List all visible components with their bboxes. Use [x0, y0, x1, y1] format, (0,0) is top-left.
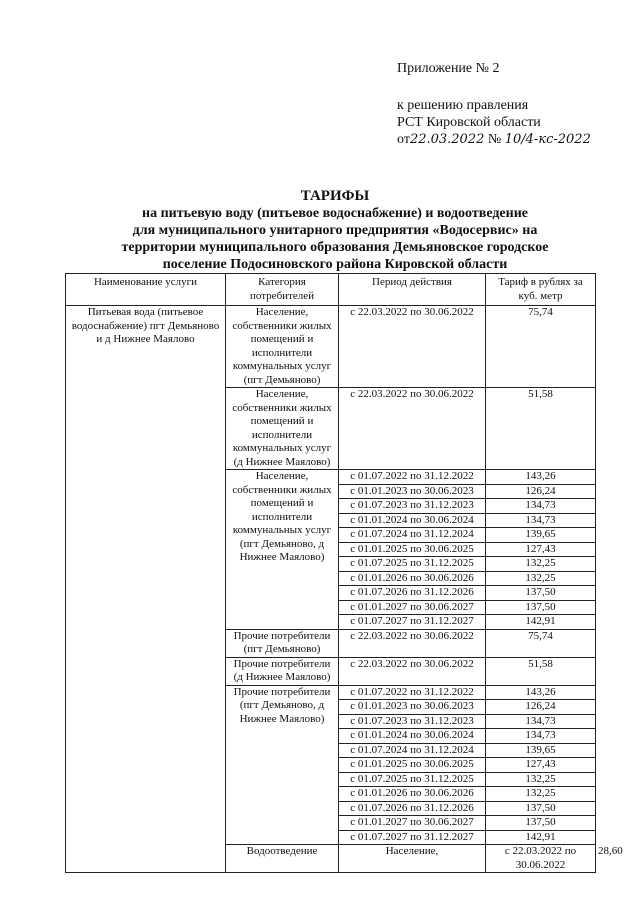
- period-cell: с 01.07.2026 по 31.12.2026: [339, 801, 486, 816]
- period-cell: с 01.01.2024 по 30.06.2024: [339, 513, 486, 528]
- tariff-cell: 127,43: [486, 758, 596, 773]
- category-cell: Прочие потребители (пгт Демьяново): [226, 629, 339, 657]
- period-cell: с 01.01.2027 по 30.06.2027: [339, 600, 486, 615]
- document-title: [60, 188, 610, 273]
- period-cell: с 01.07.2025 по 31.12.2025: [339, 772, 486, 787]
- category-cell: Население, собственники жилых помещений и исполнители коммунальных услуг (пгт Демьяново, д Нижнее Маялово): [226, 470, 339, 630]
- title-line-3: территории муниципального образования Демьяновское городское: [121, 240, 549, 255]
- period-cell: с 01.01.2024 по 30.06.2024: [339, 729, 486, 744]
- tariff-cell: 134,73: [486, 513, 596, 528]
- tariff-cell: 51,58: [486, 657, 596, 685]
- tariff-cell: 132,25: [486, 557, 596, 572]
- tariff-cell: 126,24: [486, 700, 596, 715]
- period-cell: с 22.03.2022 по 30.06.2022: [339, 306, 486, 388]
- tariff-cell: 143,26: [486, 685, 596, 700]
- tariff-table: [65, 273, 623, 873]
- category-cell: Население, собственники жилых помещений и исполнители коммунальных услуг (д Нижнее Маялово): [226, 388, 339, 470]
- header-service: Наименование услуги: [66, 274, 226, 306]
- period-cell: с 01.07.2022 по 31.12.2022: [339, 470, 486, 485]
- header-tariff: Тариф в рублях за куб. метр: [486, 274, 596, 306]
- date-prefix: от: [397, 132, 410, 147]
- tariff-cell: 134,73: [486, 729, 596, 744]
- title-line-1: на питьевую воду (питьевое водоснабжение) и водоотведение: [142, 206, 528, 221]
- tariff-cell: 143,26: [486, 470, 596, 485]
- service-water: Питьевая вода (питьевое водоснабжение) пгт Демьяново и д Нижнее Маялово: [66, 306, 226, 873]
- period-cell: с 22.03.2022 по 30.06.2022: [486, 845, 596, 873]
- tariff-cell: 142,91: [486, 830, 596, 845]
- period-cell: с 22.03.2022 по 30.06.2022: [339, 629, 486, 657]
- tariff-cell: 75,74: [486, 306, 596, 388]
- tariff-cell: 134,73: [486, 499, 596, 514]
- title-line-4: поселение Подосиновского района Кировской области: [162, 257, 508, 272]
- appendix-decision: к решению правления: [397, 98, 529, 113]
- tariff-cell: 142,91: [486, 615, 596, 630]
- category-cell: Прочие потребители (д Нижнее Маялово): [226, 657, 339, 685]
- period-cell: с 01.07.2025 по 31.12.2025: [339, 557, 486, 572]
- table-header-row: [66, 274, 596, 306]
- tariff-cell: 127,43: [486, 542, 596, 557]
- period-cell: с 01.01.2023 по 30.06.2023: [339, 484, 486, 499]
- number-prefix: №: [487, 132, 502, 147]
- period-cell: с 01.01.2026 по 30.06.2026: [339, 571, 486, 586]
- tariff-cell: 137,50: [486, 600, 596, 615]
- service-sewage: Водоотведение: [226, 845, 339, 873]
- tariff-cell: 139,65: [486, 528, 596, 543]
- period-cell: с 01.07.2023 по 31.12.2023: [339, 714, 486, 729]
- title-main: ТАРИФЫ: [300, 188, 370, 204]
- period-cell: с 01.07.2022 по 31.12.2022: [339, 685, 486, 700]
- period-cell: с 01.07.2026 по 31.12.2026: [339, 586, 486, 601]
- period-cell: с 01.01.2023 по 30.06.2023: [339, 700, 486, 715]
- period-cell: с 01.07.2024 по 31.12.2024: [339, 743, 486, 758]
- tariff-cell: 139,65: [486, 743, 596, 758]
- tariff-cell: 132,25: [486, 787, 596, 802]
- table-row: [66, 306, 596, 388]
- tariff-cell: 137,50: [486, 801, 596, 816]
- table-row: Водоотведение Население, с 22.03.2022 по 30.06.2022 28,60: [66, 845, 596, 873]
- period-cell: с 01.07.2027 по 31.12.2027: [339, 615, 486, 630]
- tariff-cell: 51,58: [486, 388, 596, 470]
- category-cell: Население, собственники жилых помещений и исполнители коммунальных услуг (пгт Демьяново): [226, 306, 339, 388]
- handwritten-number: 10/4-кс-2022: [504, 132, 591, 147]
- period-cell: с 01.07.2027 по 31.12.2027: [339, 830, 486, 845]
- appendix-title: Приложение № 2: [397, 61, 500, 76]
- tariff-cell: 137,50: [486, 816, 596, 831]
- tariff-cell: 75,74: [486, 629, 596, 657]
- period-cell: с 01.01.2027 по 30.06.2027: [339, 816, 486, 831]
- header-category: Категория потребителей: [226, 274, 339, 306]
- tariff-cell: 134,73: [486, 714, 596, 729]
- appendix-authority: РСТ Кировской области: [397, 115, 541, 130]
- category-cell: Прочие потребители (пгт Демьяново, д Нижнее Маялово): [226, 685, 339, 845]
- period-cell: с 01.07.2024 по 31.12.2024: [339, 528, 486, 543]
- tariff-cell: 126,24: [486, 484, 596, 499]
- tariff-cell: 132,25: [486, 571, 596, 586]
- appendix-date-number: [397, 131, 627, 148]
- period-cell: с 01.07.2023 по 31.12.2023: [339, 499, 486, 514]
- period-cell: с 22.03.2022 по 30.06.2022: [339, 657, 486, 685]
- tariff-cell: 132,25: [486, 772, 596, 787]
- period-cell: с 22.03.2022 по 30.06.2022: [339, 388, 486, 470]
- handwritten-date: 22.03.2022: [409, 132, 485, 147]
- period-cell: с 01.01.2025 по 30.06.2025: [339, 758, 486, 773]
- appendix-block: [397, 60, 627, 148]
- title-line-2: для муниципального унитарного предприятия «Водосервис» на: [132, 223, 538, 238]
- header-period: Период действия: [339, 274, 486, 306]
- period-cell: с 01.01.2025 по 30.06.2025: [339, 542, 486, 557]
- period-cell: с 01.01.2026 по 30.06.2026: [339, 787, 486, 802]
- tariff-cell: 137,50: [486, 586, 596, 601]
- category-cell: Население,: [339, 845, 486, 873]
